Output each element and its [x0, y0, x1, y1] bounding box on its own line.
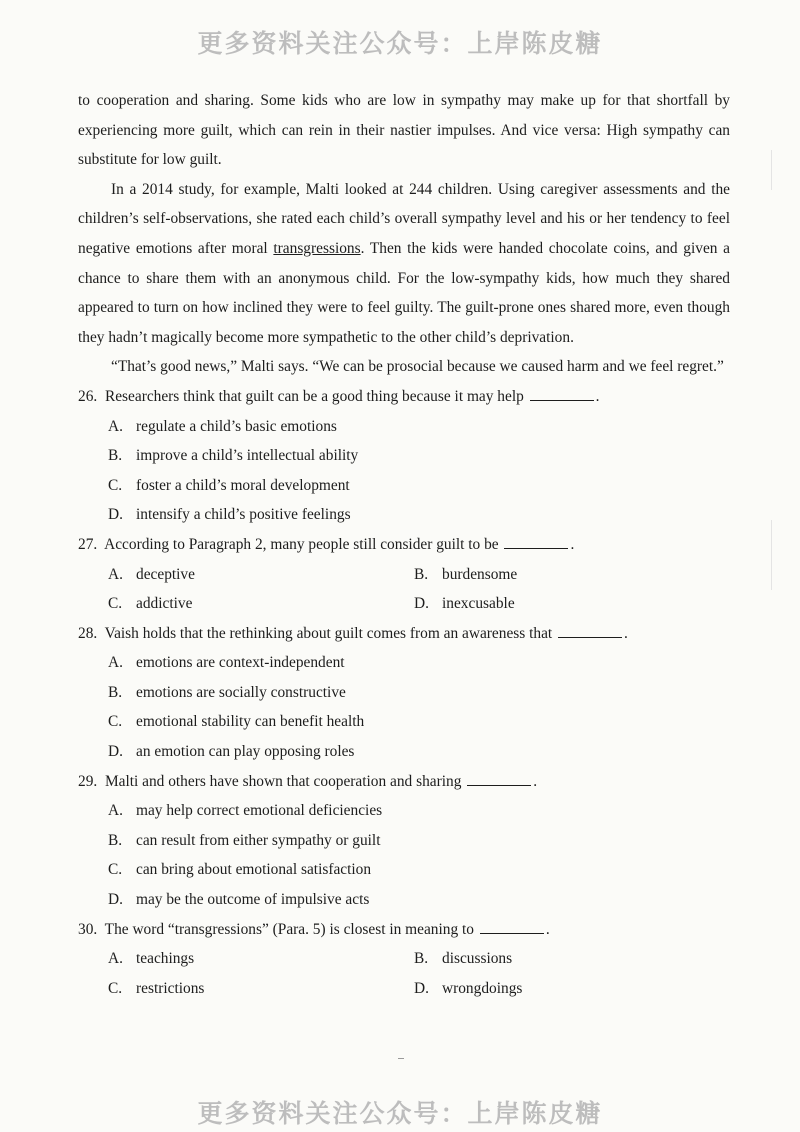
answer-blank	[504, 533, 568, 549]
answer-blank	[558, 622, 622, 638]
question-end: .	[595, 387, 600, 405]
option-letter: B.	[414, 950, 429, 968]
question-end: .	[624, 624, 628, 642]
option-letter: B.	[108, 831, 123, 849]
option	[78, 648, 730, 678]
option	[78, 826, 730, 856]
question-stem: Malti and others have shown that cooperation and sharing	[104, 772, 462, 790]
question-28	[78, 619, 730, 649]
option	[414, 974, 522, 1004]
option-letter: D.	[414, 595, 429, 613]
option-letter: C.	[108, 476, 123, 494]
option-letter: D.	[108, 891, 123, 909]
option	[78, 737, 730, 767]
option	[78, 707, 730, 737]
paragraph-text: to cooperation and sharing. Some kids who are low in sympathy may make up for that shortfall by experiencing more guilt, which can rein in their nastier impulses. And vice versa: High sympathy can substitute for low guilt.	[78, 92, 730, 169]
option-text: emotions are socially constructive	[136, 683, 346, 701]
option-letter: D.	[108, 743, 123, 761]
option-text: emotions are context-independent	[136, 654, 345, 672]
scan-dot	[398, 1058, 404, 1059]
paragraph-text: “That’s good news,” Malti says. “We can be prosocial because we caused harm and we feel regret.”	[111, 358, 724, 376]
question-29	[78, 767, 730, 797]
question-27	[78, 530, 730, 560]
option-letter: B.	[108, 683, 123, 701]
option-text: inexcusable	[442, 595, 515, 613]
question-number: 27.	[78, 535, 98, 553]
option-text: deceptive	[136, 565, 195, 583]
question-26	[78, 382, 730, 412]
option-letter: B.	[108, 447, 123, 465]
options-29	[78, 796, 730, 914]
option-text: addictive	[136, 595, 193, 613]
option-letter: A.	[108, 654, 123, 672]
question-stem: According to Paragraph 2, many people still consider guilt to be	[104, 535, 499, 553]
option-text: teachings	[136, 950, 195, 968]
option-letter: D.	[414, 979, 429, 997]
question-number: 26.	[78, 387, 98, 405]
paragraph-text: In a 2014 study, for example, Malti looked at 244 children. Using caregiver assessments and the children’s self-observations, she rated each child’s overall sympathy level and his or her tendency to feel negative emotions after moral	[78, 180, 730, 257]
options-26	[78, 412, 730, 530]
options-28	[78, 648, 730, 766]
option-text: burdensome	[442, 565, 518, 583]
option-text: wrongdoings	[442, 979, 523, 997]
option-letter: D.	[108, 506, 123, 524]
option	[78, 471, 730, 501]
option	[414, 944, 512, 974]
option-text: improve a child’s intellectual ability	[136, 447, 359, 465]
option-text: emotional stability can benefit health	[136, 713, 365, 731]
passage-paragraph	[78, 352, 730, 382]
option-letter: C.	[108, 595, 123, 613]
underlined-word: transgressions	[273, 239, 361, 257]
option-text: foster a child’s moral development	[136, 476, 350, 494]
exam-page-content	[78, 86, 730, 1003]
option-text: may be the outcome of impulsive acts	[136, 891, 370, 909]
option-letter: A.	[108, 565, 123, 583]
option-row	[78, 589, 730, 619]
option-letter: C.	[108, 979, 123, 997]
paragraph-text: . Then the kids were handed chocolate coins, and given a chance to share them with an anonymous child. For the low-sympathy kids, how much they shared appeared to turn on how inclined they were to feel guilty. The guilt-prone ones shared more, even though they hadn’t magically become more sympathetic to the other child’s deprivation.	[78, 239, 730, 346]
option-letter: A.	[108, 950, 123, 968]
question-number: 30.	[78, 920, 98, 938]
option	[78, 885, 730, 915]
scan-edge-mark	[771, 150, 772, 190]
option	[108, 589, 414, 619]
option-text: regulate a child’s basic emotions	[136, 417, 337, 435]
option-text: can bring about emotional satisfaction	[136, 861, 372, 879]
option	[108, 974, 414, 1004]
option-text: may help correct emotional deficiencies	[136, 802, 383, 820]
option-text: can result from either sympathy or guilt	[136, 831, 381, 849]
passage-paragraph	[78, 175, 730, 353]
option	[78, 500, 730, 530]
question-end: .	[570, 535, 575, 553]
question-number: 28.	[78, 624, 98, 642]
watermark-bottom: 更多资料关注公众号：上岸陈皮糖	[197, 1099, 603, 1128]
option	[78, 796, 730, 826]
question-stem: The word “transgressions” (Para. 5) is closest in meaning to	[104, 920, 474, 938]
option-letter: C.	[108, 861, 123, 879]
option	[78, 412, 730, 442]
options-27	[78, 560, 730, 619]
option-row	[78, 560, 730, 590]
watermark-top: 更多资料关注公众号：上岸陈皮糖	[197, 29, 603, 58]
option	[108, 944, 414, 974]
answer-blank	[467, 770, 531, 786]
option-text: an emotion can play opposing roles	[136, 743, 355, 761]
scan-edge-mark	[771, 520, 772, 590]
option-text: restrictions	[136, 979, 205, 997]
option	[78, 441, 730, 471]
passage-paragraph	[78, 86, 730, 175]
option-text: intensify a child’s positive feelings	[136, 506, 351, 524]
option	[78, 678, 730, 708]
option	[78, 855, 730, 885]
option-row	[78, 974, 730, 1004]
option-letter: A.	[108, 802, 123, 820]
option-text: discussions	[442, 950, 513, 968]
answer-blank	[530, 385, 594, 401]
question-30	[78, 915, 730, 945]
options-30	[78, 944, 730, 1003]
question-stem: Vaish holds that the rethinking about guilt comes from an awareness that	[104, 624, 553, 642]
question-end: .	[545, 920, 550, 938]
option-letter: A.	[108, 417, 123, 435]
option	[108, 560, 414, 590]
option-letter: B.	[414, 565, 429, 583]
question-stem: Researchers think that guilt can be a good thing because it may help	[104, 387, 524, 405]
answer-blank	[480, 918, 544, 934]
option-row	[78, 944, 730, 974]
question-end: .	[533, 772, 538, 790]
option	[414, 589, 515, 619]
option-letter: C.	[108, 713, 123, 731]
option	[414, 560, 517, 590]
question-number: 29.	[78, 772, 98, 790]
